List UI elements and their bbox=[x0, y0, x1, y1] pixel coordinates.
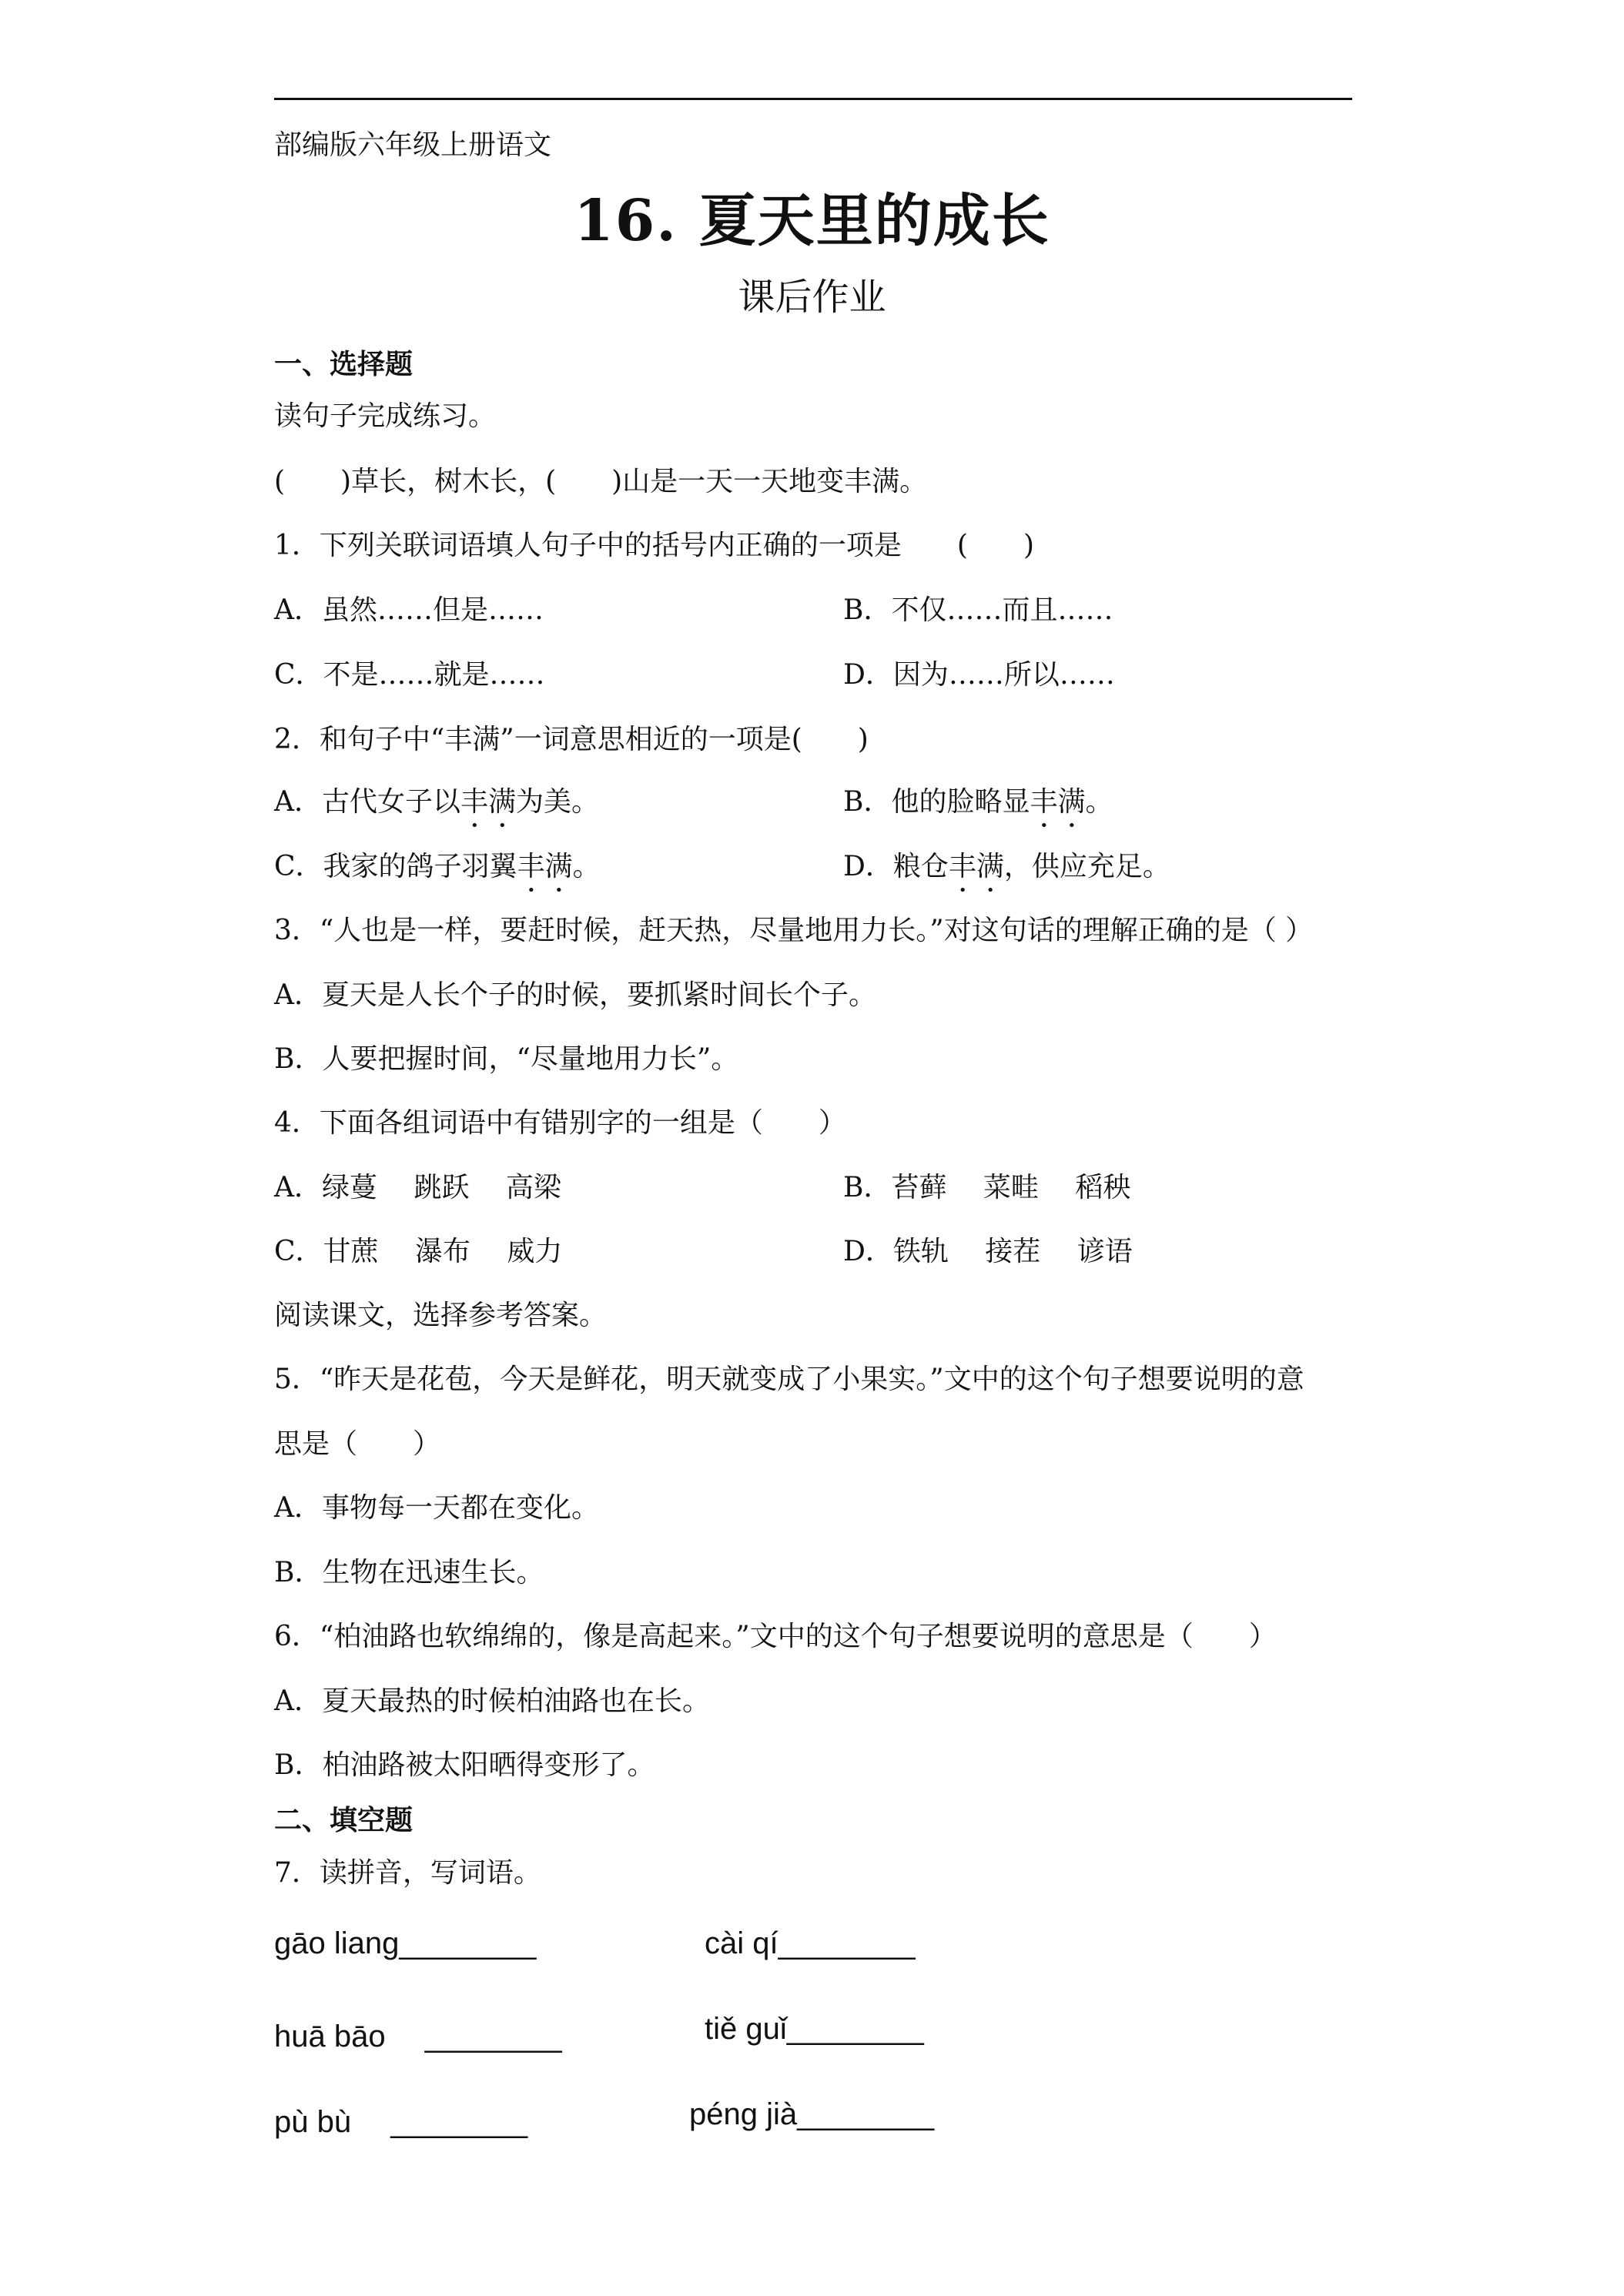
question-2-stem: 2．和句子中“丰满”一词意思相近的一项是( ) bbox=[274, 724, 869, 755]
question-5-option-b: B．生物在迅速生长。 bbox=[274, 1557, 544, 1588]
question-3-stem: 3．“人也是一样，要赶时候，赶天热，尽量地用力长。”对这句话的理解正确的是（ ） bbox=[274, 915, 1314, 946]
question-2-option-b bbox=[843, 780, 1113, 834]
question-1-option-a: A．虽然……但是…… bbox=[274, 594, 544, 626]
page-subtitle: 课后作业 bbox=[738, 276, 886, 319]
section-heading-fill: 二、填空题 bbox=[274, 1804, 414, 1836]
emphasized-word: 丰满 bbox=[517, 851, 573, 882]
question-7-stem: 7．读拼音，写词语。 bbox=[274, 1857, 541, 1889]
question-3-option-a: A．夏天是人长个子的时候，要抓紧时间长个子。 bbox=[274, 979, 876, 1011]
option-b-text-end: 。 bbox=[1085, 786, 1113, 818]
question-4-option-a: A．绿蔓 跳跃 高梁 bbox=[274, 1172, 561, 1203]
question-2-option-c bbox=[274, 845, 601, 899]
question-5-stem: 5．“昨天是花苞，今天是鲜花，明天就变成了小果实。”文中的这个句子想要说明的意 bbox=[274, 1364, 1304, 1395]
sentence-text: ( )草长，树木长，( )山是一天一天地变丰满。 bbox=[274, 466, 928, 497]
question-6-stem: 6．“柏油路也软绵绵的，像是高起来。”文中的这个句子想要说明的意思是（ ） bbox=[274, 1621, 1277, 1652]
emphasized-word: 丰满 bbox=[460, 786, 517, 818]
pinyin-item: péng jià________ bbox=[689, 2097, 935, 2131]
question-5-option-a: A．事物每一天都在变化。 bbox=[274, 1492, 599, 1524]
pinyin-item: cài qí________ bbox=[705, 1926, 916, 1960]
page-header: 部编版六年级上册语文 bbox=[274, 129, 552, 161]
question-2-option-d bbox=[843, 845, 1170, 899]
question-2-option-a bbox=[274, 780, 599, 834]
option-c-text-end: 。 bbox=[572, 851, 601, 882]
question-1-option-c: C．不是……就是…… bbox=[274, 659, 545, 691]
pinyin-item: huā bāo ________ bbox=[274, 2020, 562, 2053]
option-b-text: B．他的脸略显 bbox=[843, 786, 1030, 818]
header-rule bbox=[274, 98, 1352, 100]
option-d-text-end: ，供应充足。 bbox=[1003, 851, 1170, 882]
question-4-option-c: C．甘蔗 瀑布 威力 bbox=[274, 1236, 563, 1267]
question-1-option-b: B．不仅……而且…… bbox=[843, 594, 1113, 626]
question-4-option-d: D．铁轨 接茬 谚语 bbox=[843, 1236, 1133, 1267]
pinyin-item: gāo liang________ bbox=[274, 1926, 537, 1960]
emphasized-word: 丰满 bbox=[948, 851, 1004, 882]
question-4-stem: 4．下面各组词语中有错别字的一组是（ ） bbox=[274, 1107, 846, 1139]
emphasized-word: 丰满 bbox=[1030, 786, 1086, 818]
intro-text: 读句子完成练习。 bbox=[274, 400, 497, 432]
question-1-stem: 1．下列关联词语填人句子中的括号内正确的一项是 ( ) bbox=[274, 530, 1034, 561]
option-a-text-end: 为美。 bbox=[516, 786, 600, 818]
section-heading-choice: 一、选择题 bbox=[274, 348, 414, 380]
option-c-text: C．我家的鸽子羽翼 bbox=[274, 851, 517, 882]
question-6-option-b: B．柏油路被太阳晒得变形了。 bbox=[274, 1749, 655, 1781]
question-1-option-d: D．因为……所以…… bbox=[843, 659, 1115, 691]
reading-intro: 阅读课文，选择参考答案。 bbox=[274, 1300, 608, 1331]
option-d-text: D．粮仓 bbox=[843, 851, 949, 882]
question-6-option-a: A．夏天最热的时候柏油路也在长。 bbox=[274, 1685, 710, 1717]
question-3-option-b: B．人要把握时间，“尽量地用力长”。 bbox=[274, 1043, 739, 1075]
question-4-option-b: B．苔藓 菜畦 稻秧 bbox=[843, 1172, 1131, 1203]
option-a-text: A．古代女子以 bbox=[274, 786, 460, 818]
question-5-stem-cont: 思是（ ） bbox=[274, 1428, 441, 1460]
pinyin-item: pù bù ________ bbox=[274, 2105, 528, 2139]
pinyin-item: tiě guǐ________ bbox=[705, 2012, 924, 2046]
page-title: 16. 夏天里的成长 bbox=[574, 188, 1050, 254]
